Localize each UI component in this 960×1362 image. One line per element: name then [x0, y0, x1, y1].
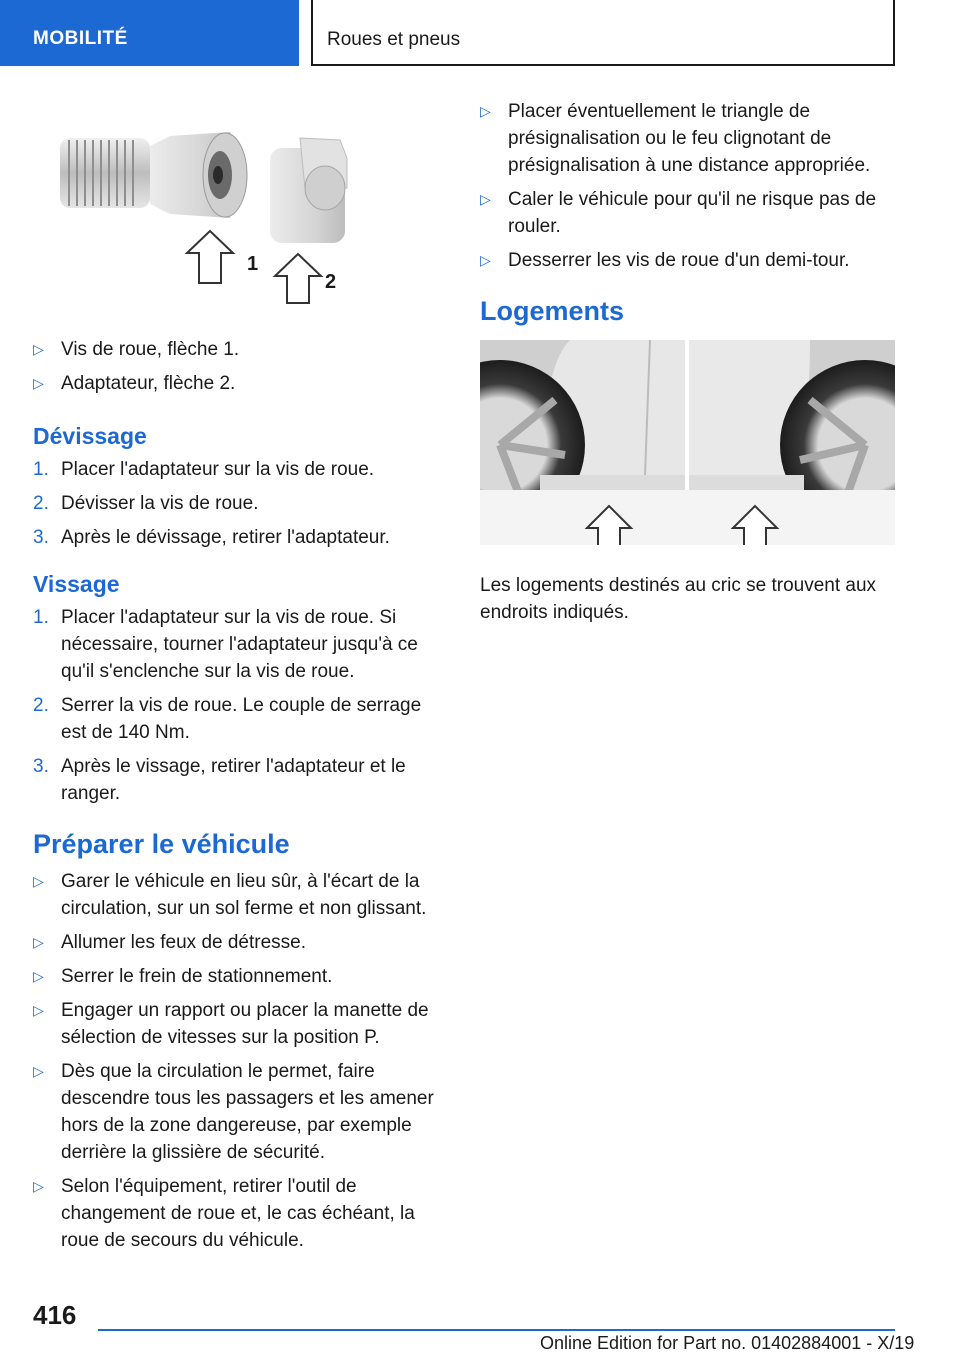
chapter-tab [311, 0, 895, 66]
preparer-list [33, 868, 448, 1254]
triangle-bullet-icon: ▷ [33, 968, 44, 984]
arrow-2-icon [275, 254, 321, 303]
arrow-2-label: 2 [325, 271, 337, 293]
list-item: 2. Serrer la vis de roue. Le couple de serrage est de 140 Nm. [33, 695, 422, 743]
wheel-bolt-figure [55, 118, 355, 308]
list-item: ▷ Desserrer les vis de roue d'un demi-tour. [480, 247, 895, 274]
chapter-title: Roues et pneus [327, 29, 461, 50]
bolt-thread [60, 138, 150, 208]
list-item: ▷ Selon l'équipement, retirer l'outil de changement de roue et, le cas échéant, la roue de secours du véhicule. [33, 1173, 448, 1254]
list-item: 3. Après le dévissage, retirer l'adaptateur. [33, 527, 390, 548]
heading-vissage: Vissage [33, 571, 120, 597]
list-item: ▷ Caler le véhicule pour qu'il ne risque pas de rouler. [480, 186, 895, 240]
steps-devissage [33, 456, 448, 551]
triangle-bullet-icon: ▷ [33, 934, 44, 950]
list-item: ▷ Serrer le frein de stationnement. [33, 963, 448, 990]
heading-devissage: Dévissage [33, 423, 147, 449]
arrow-1-label: 1 [247, 253, 259, 275]
list-item: 2. Dévisser la vis de roue. [33, 493, 259, 514]
triangle-bullet-icon: ▷ [33, 873, 44, 889]
triangle-bullet-icon: ▷ [33, 1178, 44, 1194]
section-tab [0, 0, 299, 66]
logements-caption-block [480, 572, 895, 626]
footer-divider [98, 1329, 895, 1331]
triangle-bullet-icon: ▷ [33, 375, 44, 391]
jack-points-figure [480, 340, 895, 545]
steps-vissage [33, 604, 448, 807]
left-column [33, 336, 448, 1261]
list-item: ▷ Dès que la circulation le permet, faire descendre tous les passagers et les amener hors de la zone dangereuse, par exemple derrière la glissière de sécurité. [33, 1058, 448, 1166]
heading-logements: Logements [480, 296, 625, 326]
heading-preparer: Préparer le véhicule [33, 829, 290, 859]
preparation-list-cont [480, 98, 895, 274]
list-item: ▷ Adaptateur, flèche 2. [33, 370, 448, 397]
triangle-bullet-icon: ▷ [33, 1002, 44, 1018]
list-item: 1. Placer l'adaptateur sur la vis de roue. [33, 459, 375, 480]
triangle-bullet-icon: ▷ [33, 341, 44, 357]
triangle-bullet-icon: ▷ [480, 252, 491, 268]
page-number: 416 [33, 1300, 77, 1330]
right-column [480, 98, 895, 327]
list-item: 1. Placer l'adaptateur sur la vis de roue. Si nécessaire, tourner l'adaptateur jusqu'à ce qu'il s'enclenche sur la vis de roue. [33, 607, 418, 682]
list-item: ▷ Placer éventuellement le triangle de présignalisation ou le feu clignotant de présignalisation à une distance appropriée. [480, 98, 895, 179]
figure-legend [33, 336, 448, 397]
list-item: ▷ Allumer les feux de détresse. [33, 929, 448, 956]
list-item: ▷ Engager un rapport ou placer la manette de sélection de vitesses sur la position P. [33, 997, 448, 1051]
list-item: 3. Après le vissage, retirer l'adaptateur et le ranger. [33, 756, 406, 804]
logements-caption: Les logements destinés au cric se trouvent aux endroits indiqués. [480, 575, 877, 623]
arrow-1-icon [187, 231, 233, 283]
list-item: ▷ Vis de roue, flèche 1. [33, 336, 448, 363]
triangle-bullet-icon: ▷ [33, 1063, 44, 1079]
triangle-bullet-icon: ▷ [480, 103, 491, 119]
triangle-bullet-icon: ▷ [480, 191, 491, 207]
section-title: MOBILITÉ [33, 28, 128, 49]
edition-note: Online Edition for Part no. 01402884001 - X/19 [540, 1333, 915, 1353]
list-item: ▷ Garer le véhicule en lieu sûr, à l'écart de la circulation, sur un sol ferme et non glissant. [33, 868, 448, 922]
